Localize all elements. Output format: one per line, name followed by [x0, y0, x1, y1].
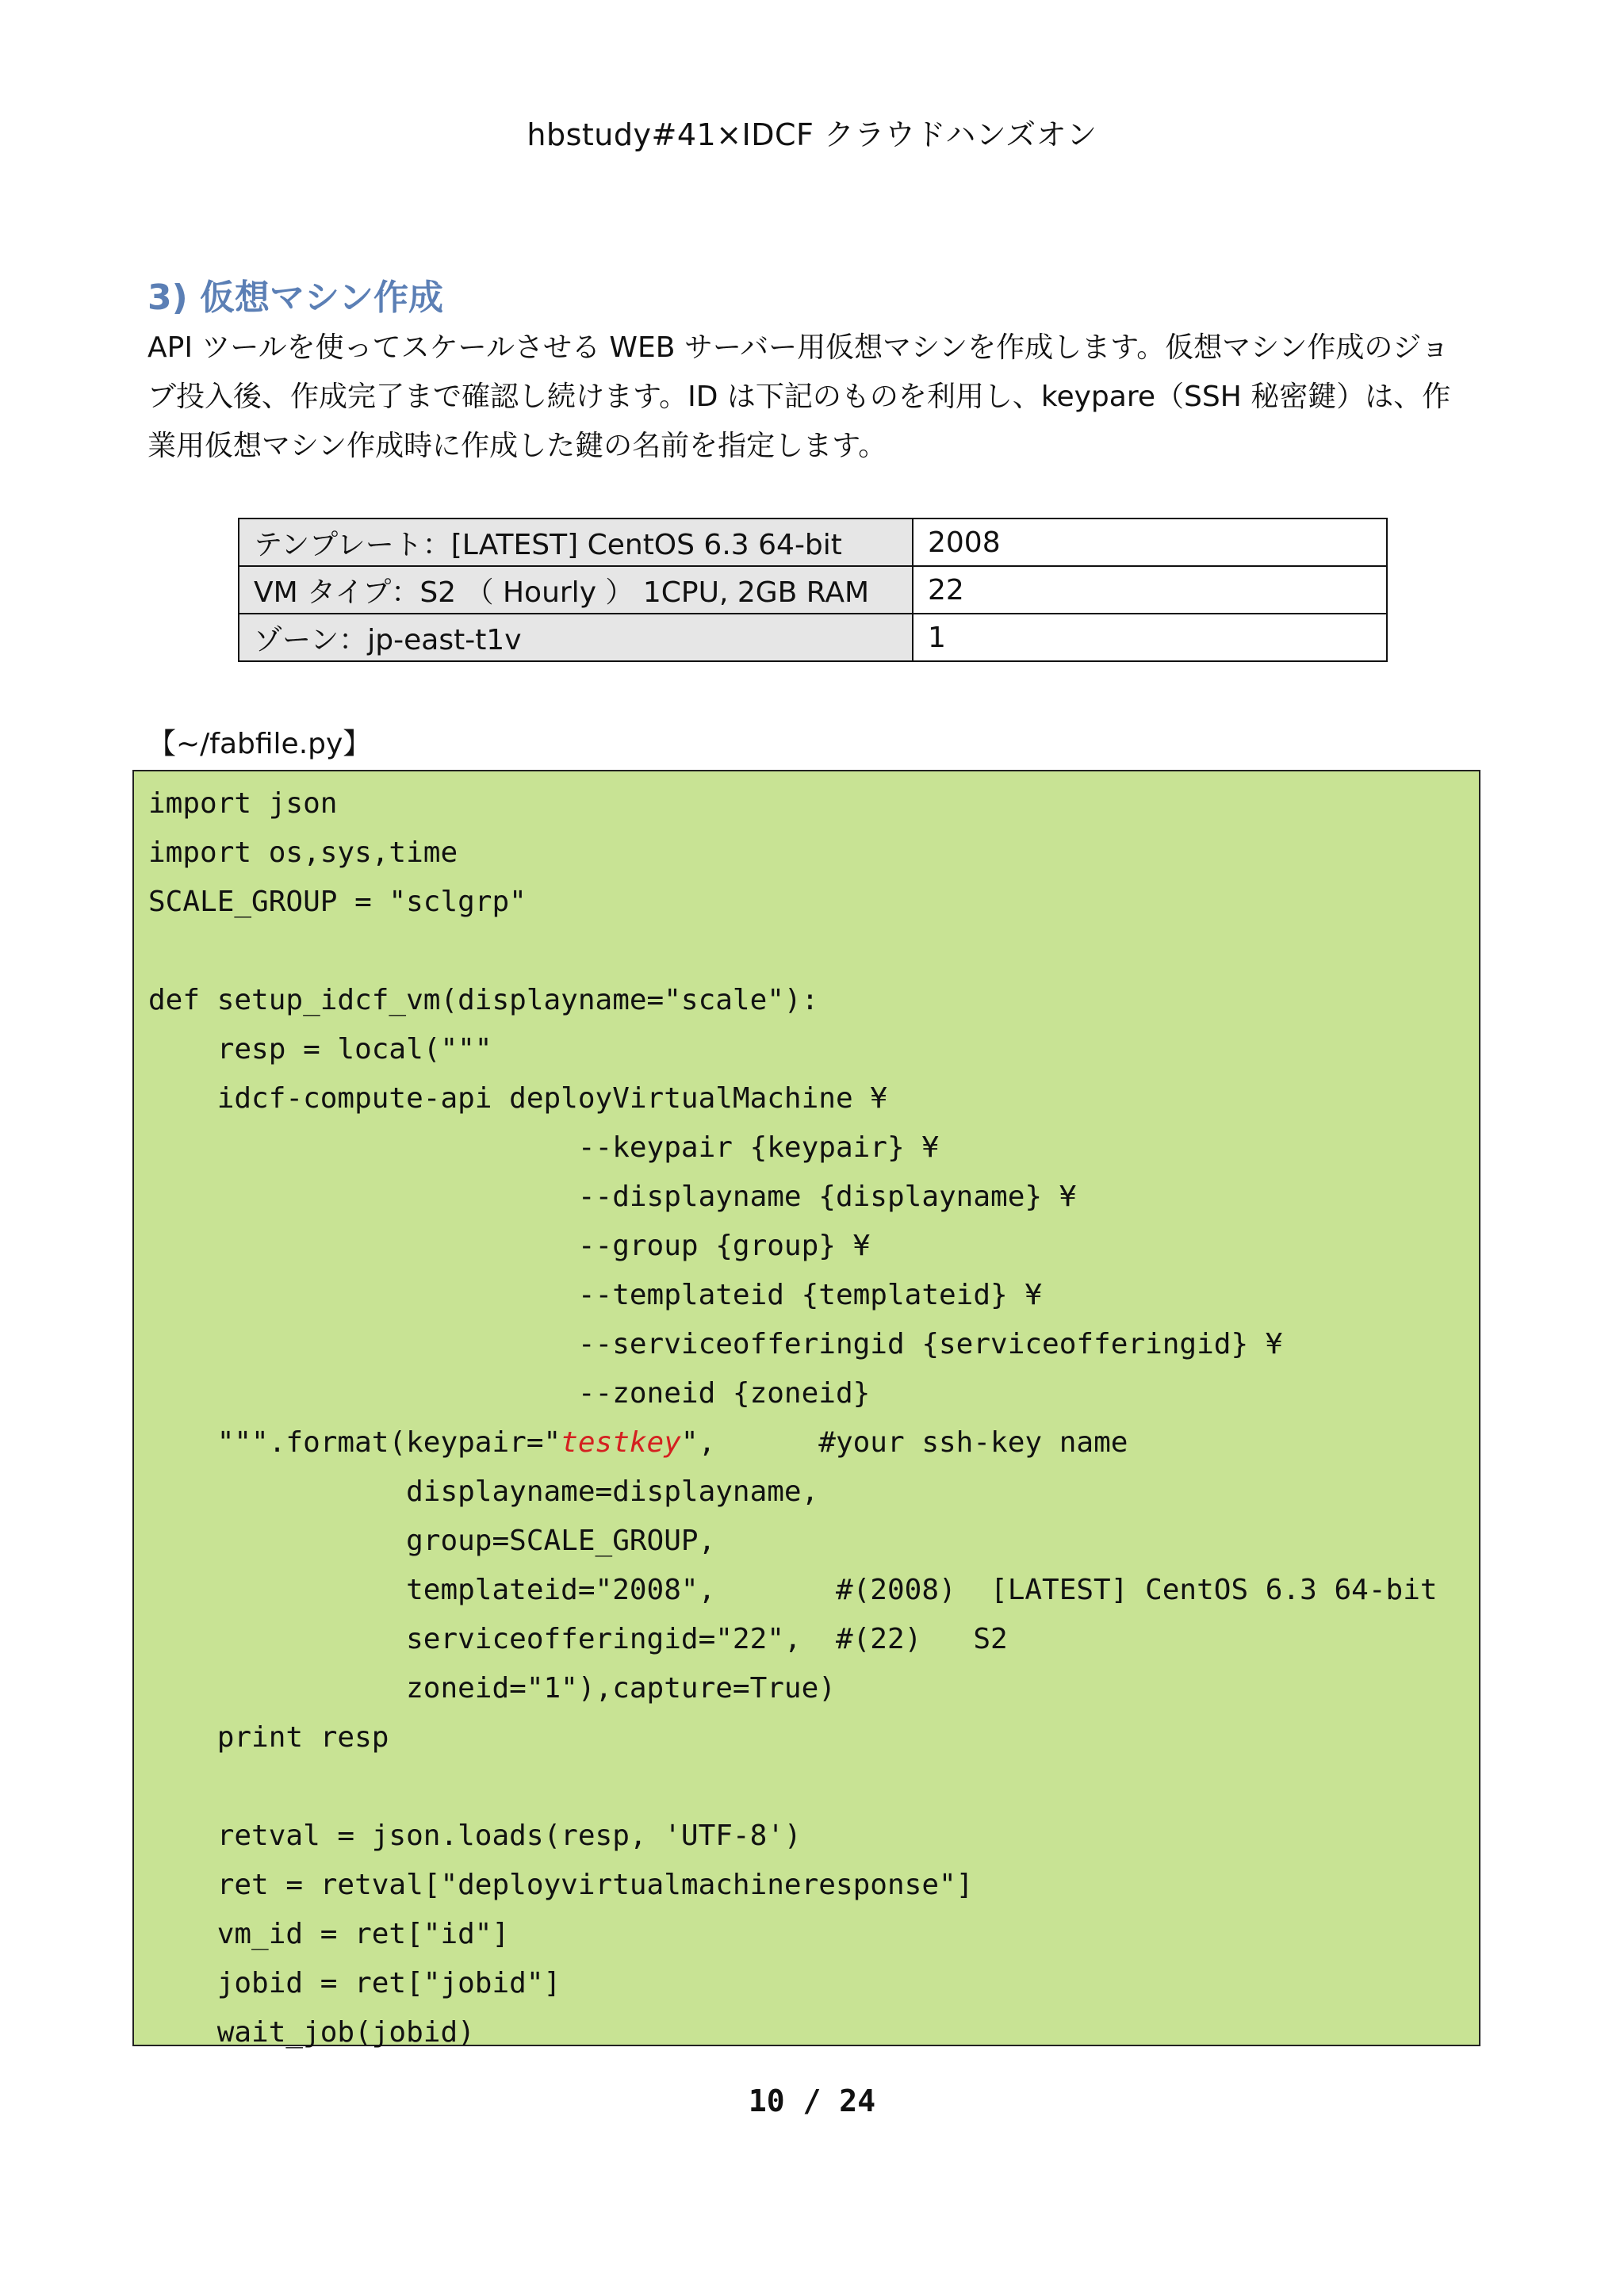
intro-line: ブ投入後、作成完了まで確認し続けます。ID は下記のものを利用し、keypare（SSH 秘密鍵）は、作 — [147, 381, 1451, 413]
code-line — [134, 1123, 1479, 1173]
code-text: --serviceofferingid {serviceofferingid} ¥ — [148, 1328, 1283, 1360]
code-text: SCALE_GROUP = "sclgrp" — [148, 886, 527, 918]
spec-zone-id: 1 — [913, 614, 1387, 661]
code-text: idcf-compute-api deployVirtualMachine ¥ — [148, 1082, 887, 1115]
spec-template-label: テンプレート：[LATEST] CentOS 6.3 64-bit — [239, 519, 913, 566]
code-text: import os,sys,time — [148, 836, 458, 869]
code-line — [134, 1910, 1479, 1959]
code-text: templateid="2008", #(2008) [LATEST] CentOS 6.3 64-bit — [148, 1574, 1438, 1606]
code-line — [134, 976, 1479, 1025]
code-text: vm_id = ret["id"] — [148, 1918, 510, 1950]
code-text: def setup_idcf_vm(displayname="scale"): — [148, 984, 819, 1016]
code-line — [134, 1418, 1479, 1468]
code-text: zoneid="1"),capture=True) — [148, 1672, 836, 1705]
code-line — [134, 779, 1479, 828]
code-text: print resp — [148, 1721, 389, 1754]
code-text: ret = retval["deployvirtualmachineresponse"] — [148, 1869, 974, 1901]
code-line — [134, 828, 1479, 878]
code-text: --displayname {displayname} ¥ — [148, 1181, 1077, 1213]
code-text: --zoneid {zoneid} — [148, 1377, 871, 1410]
table-row — [239, 566, 1387, 614]
code-text: jobid = ret["jobid"] — [148, 1967, 561, 1999]
code-text: """.format(keypair=" — [148, 1426, 561, 1459]
spec-template-id: 2008 — [913, 519, 1387, 566]
code-line — [134, 927, 1479, 976]
code-line — [134, 1320, 1479, 1369]
code-line — [134, 1222, 1479, 1271]
spec-zone-label: ゾーン：jp-east-t1v — [239, 614, 913, 661]
code-line — [134, 1713, 1479, 1762]
code-text: group=SCALE_GROUP, — [148, 1525, 716, 1557]
code-text: resp = local(""" — [148, 1033, 492, 1066]
code-line — [134, 1074, 1479, 1123]
intro-line: 業用仮想マシン作成時に作成した鍵の名前を指定します。 — [147, 430, 887, 462]
code-line — [134, 1517, 1479, 1566]
section-intro — [147, 323, 1488, 471]
code-line — [134, 878, 1479, 927]
code-text: --keypair {keypair} ¥ — [148, 1131, 939, 1164]
code-text: --group {group} ¥ — [148, 1230, 871, 1262]
code-text: ", #your ssh-key name — [680, 1426, 1128, 1459]
code-line — [134, 1369, 1479, 1418]
code-file-label: 【~/fabfile.py】 — [147, 728, 372, 760]
code-line — [134, 1271, 1479, 1320]
code-text: wait_job(jobid) — [148, 2016, 475, 2049]
code-line — [134, 1468, 1479, 1517]
code-line — [134, 1173, 1479, 1222]
code-line — [134, 1566, 1479, 1615]
intro-line: API ツールを使ってスケールさせる WEB サーバー用仮想マシンを作成します。仮想マシン作成のジョ — [147, 331, 1450, 364]
id-specs-table — [238, 518, 1388, 662]
code-line — [134, 1959, 1479, 2008]
page-number: 10 / 24 — [748, 2084, 876, 2118]
code-text: --templateid {templateid} ¥ — [148, 1279, 1043, 1311]
code-block — [132, 770, 1480, 2049]
code-line — [134, 1762, 1479, 1812]
code-text: retval = json.loads(resp, 'UTF-8') — [148, 1820, 802, 1852]
code-line — [134, 1615, 1479, 1664]
code-line — [134, 1861, 1479, 1910]
code-text: serviceofferingid="22", #(22) S2 — [148, 1623, 1008, 1655]
code-text: displayname=displayname, — [148, 1475, 819, 1508]
table-row — [239, 614, 1387, 661]
code-line — [134, 2008, 1479, 2057]
code-text: import json — [148, 787, 338, 820]
table-row — [239, 519, 1387, 566]
spec-vm-type-label: VM タイプ：S2 （ Hourly ） 1CPU, 2GB RAM — [239, 566, 913, 614]
document-header: hbstudy#41×IDCF クラウドハンズオン — [527, 117, 1097, 152]
code-line — [134, 1812, 1479, 1861]
section-heading: 3) 仮想マシン作成 — [147, 277, 443, 318]
keypair-value-highlight: testkey — [561, 1426, 681, 1459]
code-line — [134, 1664, 1479, 1713]
code-line — [134, 1025, 1479, 1074]
spec-vm-type-id: 22 — [913, 566, 1387, 614]
